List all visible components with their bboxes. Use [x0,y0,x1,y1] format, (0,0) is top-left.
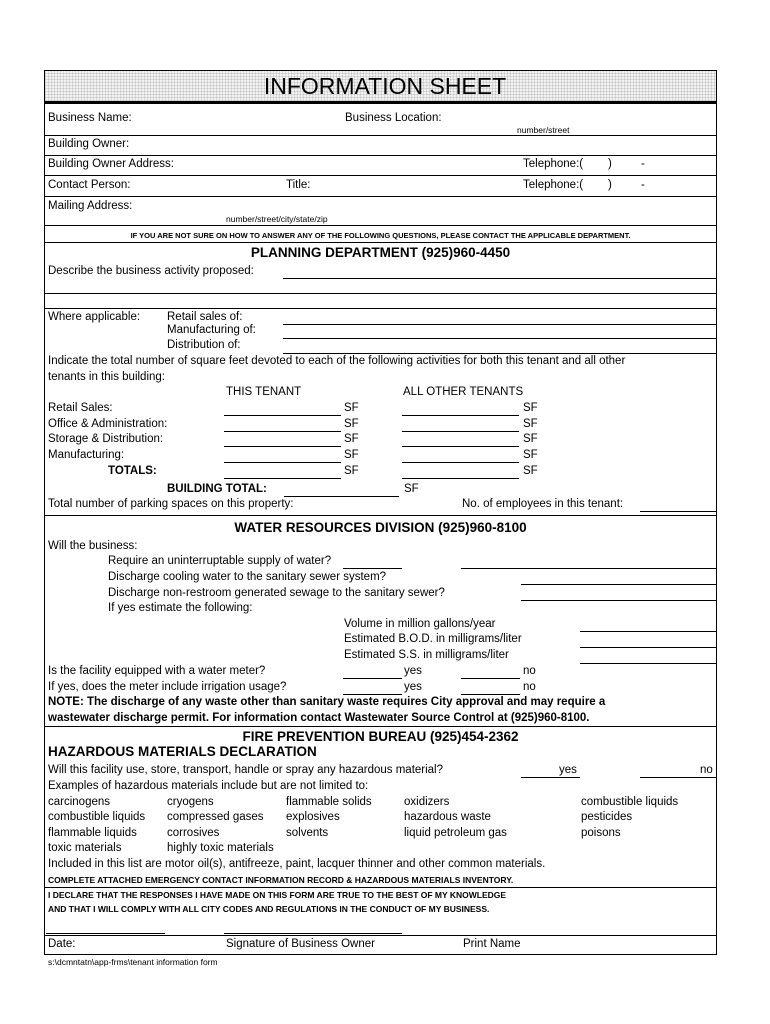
hazmat-heading: HAZARDOUS MATERIALS DECLARATION [48,744,317,759]
meter-yes-field[interactable] [343,678,402,679]
sf-row-label: Retail Sales: [48,402,113,414]
this-tenant-field[interactable] [224,446,341,447]
water-note-2: wastewater discharge permit. For information contact Wastewater Source Control at (925)960-8100. [48,712,590,724]
describe-line[interactable] [283,278,717,279]
fire-heading: FIRE PREVENTION BUREAU (925)454-2362 [242,729,519,744]
retail-sales-of-line[interactable] [283,324,717,325]
business-name-label: Business Name: [48,112,132,124]
building-total-label: BUILDING TOTAL: [167,483,267,495]
irrigation-no: no [523,681,536,693]
number-street-hint: number/street [517,125,570,135]
building-owner-address-label: Building Owner Address: [48,158,174,170]
distribution-of-line[interactable] [283,353,717,354]
sf-unit: SF [344,449,359,461]
irrigation-yes-field[interactable] [343,694,402,695]
ss-field[interactable] [580,663,717,664]
telephone-label: Telephone:( [523,158,584,170]
material-item: combustible liquids [48,811,146,823]
divider [44,135,717,136]
complete-instruction: COMPLETE ATTACHED EMERGENCY CONTACT INFORMATION RECORD & HAZARDOUS MATERIALS INVENTORY. [48,875,514,885]
title-rule [45,101,716,104]
meter-yes: yes [404,665,422,677]
material-item: carcinogens [48,796,111,808]
divider [44,155,717,156]
irrigation-yes: yes [404,681,422,693]
parking-label: Total number of parking spaces on this property: [48,498,294,510]
employees-label: No. of employees in this tenant: [462,498,624,510]
hazmat-yes: yes [559,764,577,776]
sf-unit: SF [523,449,538,461]
included-text: Included in this list are motor oil(s), antifreeze, paint, lacquer thinner and other common materials. [48,858,546,870]
other-tenants-total-field[interactable] [402,478,519,479]
irrigation-no-field[interactable] [461,694,520,695]
material-item: highly toxic materials [167,842,274,854]
divider [44,242,717,243]
water-q2-field[interactable] [521,584,717,585]
material-item: explosives [286,811,340,823]
divider [44,293,717,294]
all-other-tenants-heading: ALL OTHER TENANTS [403,386,524,398]
water-q2: Discharge cooling water to the sanitary sewer system? [108,571,387,583]
this-tenant-field[interactable] [224,415,341,416]
material-item: flammable liquids [48,827,137,839]
water-q1-field[interactable] [343,568,402,569]
other-tenants-field[interactable] [402,415,519,416]
mailing-address-hint: number/street/city/state/zip [226,214,328,224]
page-title: INFORMATION SHEET [263,73,507,99]
telephone-label-2: Telephone:( [523,179,584,191]
material-item: liquid petroleum gas [404,827,507,839]
manufacturing-of-label: Manufacturing of: [167,324,256,336]
instruction-note: IF YOU ARE NOT SURE ON HOW TO ANSWER ANY OF THE FOLLOWING QUESTIONS, PLEASE CONTACT THE APPLICABLE DEPARTMENT. [130,231,631,240]
employees-field[interactable] [640,511,717,512]
material-item: pesticides [581,811,633,823]
divider [44,308,717,309]
divider [44,935,717,936]
this-tenant-field[interactable] [224,462,341,463]
material-item: poisons [581,827,621,839]
declaration-line-2: AND THAT I WILL COMPLY WITH ALL CITY CODES AND REGULATIONS IN THE CONDUCT OF MY BUSINESS. [48,904,490,914]
sf-row-label: Storage & Distribution: [48,433,164,445]
water-q3-field[interactable] [521,600,717,601]
volume-field[interactable] [580,631,717,632]
building-owner-label: Building Owner: [48,138,130,150]
irrigation-question: If yes, does the meter include irrigation usage? [48,681,287,693]
this-tenant-field[interactable] [224,431,341,432]
telephone-dash-2: - [641,179,645,191]
retail-sales-of-label: Retail sales of: [167,311,243,323]
hazmat-yes-field[interactable] [521,777,580,778]
material-item: cryogens [167,796,214,808]
sf-unit: SF [344,402,359,414]
hazmat-no: no [700,764,713,776]
material-item: oxidizers [404,796,450,808]
business-location-label: Business Location: [345,112,442,124]
planning-heading: PLANNING DEPARTMENT (925)960-4450 [250,245,511,260]
divider [44,726,717,727]
describe-label: Describe the business activity proposed: [48,265,254,277]
telephone-close-2: ) [608,179,612,191]
contact-person-label: Contact Person: [48,179,131,191]
totals-label: TOTALS: [108,465,157,477]
sf-unit: SF [523,418,538,430]
other-tenants-field[interactable] [402,431,519,432]
signature-line[interactable] [224,933,402,934]
hazmat-no-field[interactable] [640,777,717,778]
sf-unit: SF [344,465,359,477]
print-name-label: Print Name [463,938,521,950]
date-label: Date: [48,938,76,950]
other-tenants-field[interactable] [402,446,519,447]
material-item: solvents [286,827,329,839]
this-tenant-total-field[interactable] [224,478,341,479]
declaration-line-1: I DECLARE THAT THE RESPONSES I HAVE MADE ON THIS FORM ARE TRUE TO THE BEST OF MY KNOWLEDGE [48,890,507,900]
will-business-label: Will the business: [48,540,138,552]
material-item: flammable solids [286,796,372,808]
water-note-1: NOTE: The discharge of any waste other than sanitary waste requires City approval and may require a [48,696,606,708]
bod-field[interactable] [580,647,717,648]
volume-label: Volume in million gallons/year [344,618,496,630]
distribution-of-label: Distribution of: [167,339,241,351]
sf-row-label: Office & Administration: [48,418,168,430]
meter-no: no [523,665,536,677]
title-label: Title: [286,179,311,191]
sf-unit: SF [523,433,538,445]
indicate-text-2: tenants in this building: [48,371,165,383]
material-item: corrosives [167,827,220,839]
signature-label: Signature of Business Owner [226,938,375,950]
water-q3: Discharge non-restroom generated sewage to the sanitary sewer? [108,587,445,599]
divider [44,887,717,888]
water-q4: If yes estimate the following: [108,602,253,614]
sf-unit: SF [344,418,359,430]
water-heading: WATER RESOURCES DIVISION (925)960-8100 [234,520,527,535]
bod-label: Estimated B.O.D. in milligrams/liter [344,633,522,645]
divider [44,196,717,197]
material-item: toxic materials [48,842,122,854]
material-item: combustible liquids [581,796,679,808]
this-tenant-heading: THIS TENANT [226,386,302,398]
divider [44,225,717,226]
water-q1-extra[interactable] [461,568,717,569]
divider [44,175,717,176]
meter-question: Is the facility equipped with a water meter? [48,665,266,677]
footer-path: s:\dcmntatn\app-frms\tenant information form [48,957,218,967]
sf-unit: SF [523,402,538,414]
telephone-dash: - [641,158,645,170]
manufacturing-of-line[interactable] [283,338,717,339]
material-item: hazardous waste [404,811,491,823]
sf-unit: SF [523,465,538,477]
date-line[interactable] [46,933,165,934]
meter-no-field[interactable] [461,678,520,679]
water-q1: Require an uninterruptable supply of water? [108,555,332,567]
mailing-address-label: Mailing Address: [48,200,133,212]
telephone-close: ) [608,158,612,170]
where-applicable-label: Where applicable: [48,311,141,323]
hazmat-question: Will this facility use, store, transport, handle or spray any hazardous material? [48,764,444,776]
indicate-text-1: Indicate the total number of square feet devoted to each of the following activities for both this tenant and all other [48,355,626,367]
examples-label: Examples of hazardous materials include but are not limited to: [48,780,369,792]
sf-row-label: Manufacturing: [48,449,125,461]
ss-label: Estimated S.S. in milligrams/liter [344,649,509,661]
divider [44,515,717,516]
building-total-sf: SF [404,483,419,495]
material-item: compressed gases [167,811,264,823]
sf-unit: SF [344,433,359,445]
other-tenants-field[interactable] [402,462,519,463]
building-total-field[interactable] [284,496,399,497]
